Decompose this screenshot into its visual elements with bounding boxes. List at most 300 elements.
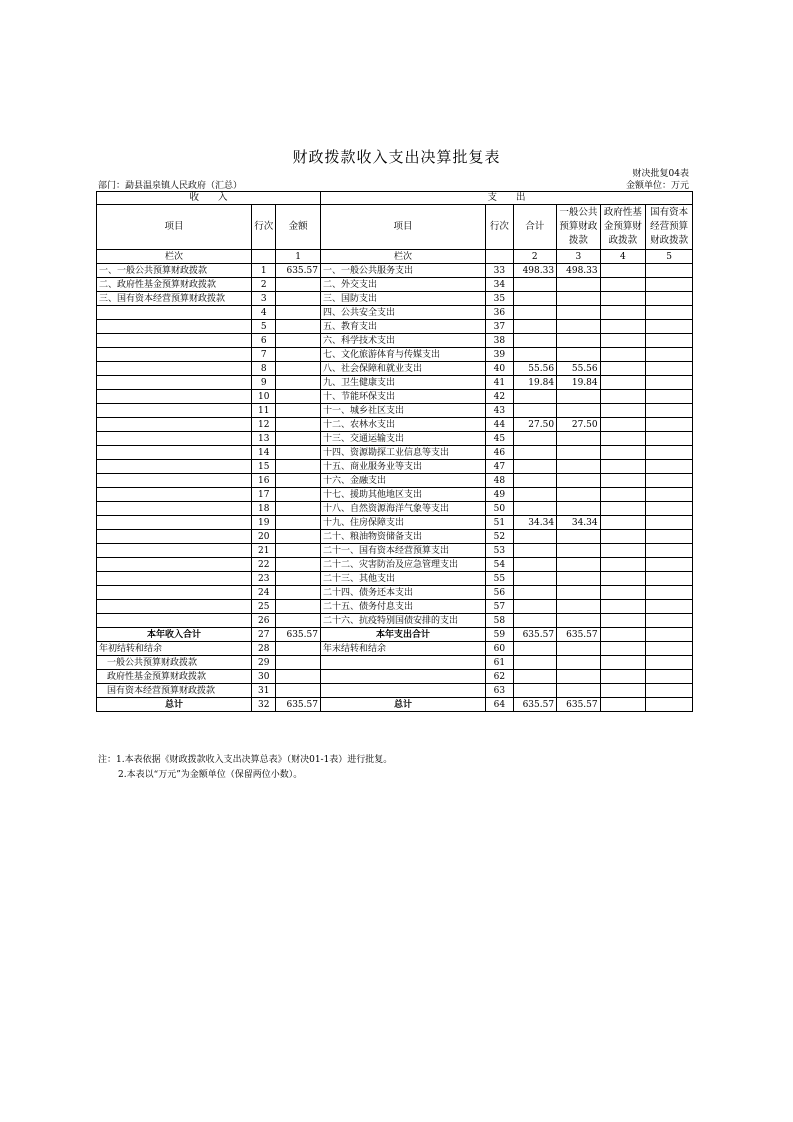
cell-out-item: 二十三、其他支出	[320, 572, 485, 586]
general-budget-header: 一般公共预算财政拨款	[557, 205, 601, 250]
cell-out-no: 49	[486, 488, 513, 502]
cell-in-amt	[276, 656, 321, 670]
table-row	[97, 628, 693, 642]
cell-fund	[600, 572, 646, 586]
cell-cap	[646, 418, 693, 432]
cell-total	[513, 404, 557, 418]
cell-out-no: 61	[486, 656, 513, 670]
gov-fund-header: 政府性基金预算财政拨款	[600, 205, 646, 250]
cell-total	[513, 684, 557, 698]
cell-in-amt	[276, 530, 321, 544]
cell-in-no: 11	[252, 404, 276, 418]
cell-fund	[600, 670, 646, 684]
cell-cap	[646, 698, 693, 712]
cell-in-no: 18	[252, 502, 276, 516]
cell-out-no: 47	[486, 460, 513, 474]
cell-gen	[557, 684, 601, 698]
cell-fund	[600, 320, 646, 334]
cell-cap	[646, 656, 693, 670]
cell-out-item: 十二、农林水支出	[320, 418, 485, 432]
col-index-3: 3	[557, 250, 601, 264]
cell-in-amt	[276, 334, 321, 348]
cell-fund	[600, 614, 646, 628]
cell-out-item: 五、教育支出	[320, 320, 485, 334]
cell-fund	[600, 530, 646, 544]
cell-in-item	[97, 460, 252, 474]
income-row-no-header: 行次	[252, 205, 276, 250]
cell-total	[513, 348, 557, 362]
cell-cap	[646, 614, 693, 628]
cell-in-no: 9	[252, 376, 276, 390]
cell-out-no: 38	[486, 334, 513, 348]
cell-cap	[646, 376, 693, 390]
cell-in-amt	[276, 586, 321, 600]
table-row	[97, 558, 693, 572]
cell-gen	[557, 432, 601, 446]
cell-total	[513, 670, 557, 684]
cell-cap	[646, 348, 693, 362]
cell-total	[513, 278, 557, 292]
cell-total	[513, 306, 557, 320]
cell-out-item: 年末结转和结余	[320, 642, 485, 656]
table-row	[97, 670, 693, 684]
cell-in-amt	[276, 488, 321, 502]
cell-total	[513, 460, 557, 474]
cell-total	[513, 656, 557, 670]
cell-in-amt	[276, 572, 321, 586]
cell-cap	[646, 460, 693, 474]
cell-out-item: 六、科学技术支出	[320, 334, 485, 348]
cell-fund	[600, 698, 646, 712]
table-row	[97, 684, 693, 698]
cell-out-no: 56	[486, 586, 513, 600]
cell-out-no: 39	[486, 348, 513, 362]
cell-in-no: 5	[252, 320, 276, 334]
cell-out-item: 一、一般公共服务支出	[320, 264, 485, 278]
cell-in-item	[97, 474, 252, 488]
cell-gen	[557, 614, 601, 628]
col-index-2: 2	[513, 250, 557, 264]
cell-fund	[600, 264, 646, 278]
cell-in-item	[97, 600, 252, 614]
cell-cap	[646, 572, 693, 586]
cell-gen	[557, 530, 601, 544]
cell-out-no: 34	[486, 278, 513, 292]
notes	[98, 753, 392, 783]
cell-in-item	[97, 348, 252, 362]
cell-total	[513, 572, 557, 586]
table-row	[97, 502, 693, 516]
table-row	[97, 656, 693, 670]
cell-out-item: 二十四、债务还本支出	[320, 586, 485, 600]
cell-out-item: 十六、金融支出	[320, 474, 485, 488]
cell-total	[513, 320, 557, 334]
cell-fund	[600, 418, 646, 432]
cell-in-item: 年初结转和结余	[97, 642, 252, 656]
cell-fund	[600, 334, 646, 348]
cell-gen: 55.56	[557, 362, 601, 376]
cell-out-no: 42	[486, 390, 513, 404]
cell-cap	[646, 320, 693, 334]
cell-out-no: 62	[486, 670, 513, 684]
cell-in-amt	[276, 544, 321, 558]
cell-out-no: 60	[486, 642, 513, 656]
cell-in-item	[97, 432, 252, 446]
cell-in-amt	[276, 418, 321, 432]
table-row	[97, 278, 693, 292]
table-row	[97, 460, 693, 474]
cell-out-item: 二十、粮油物资储备支出	[320, 530, 485, 544]
cell-out-item: 十八、自然资源海洋气象等支出	[320, 502, 485, 516]
cell-total	[513, 446, 557, 460]
cell-total	[513, 544, 557, 558]
cell-in-amt	[276, 446, 321, 460]
cell-total: 34.34	[513, 516, 557, 530]
cell-in-item	[97, 418, 252, 432]
table-row	[97, 586, 693, 600]
cell-out-item: 二十二、灾害防治及应急管理支出	[320, 558, 485, 572]
cell-total: 635.57	[513, 698, 557, 712]
table-row	[97, 600, 693, 614]
cell-out-item: 十五、商业服务业等支出	[320, 460, 485, 474]
cell-cap	[646, 278, 693, 292]
department-label: 部门：勐县温泉镇人民政府（汇总）	[98, 181, 243, 191]
note-2: 2.本表以“万元”为金额单位（保留两位小数）。	[118, 770, 303, 780]
cell-in-no: 22	[252, 558, 276, 572]
cell-in-amt	[276, 278, 321, 292]
cell-cap	[646, 530, 693, 544]
cell-cap	[646, 292, 693, 306]
cell-out-item: 二十五、债务付息支出	[320, 600, 485, 614]
cell-gen	[557, 670, 601, 684]
table-row	[97, 432, 693, 446]
cell-out-no: 58	[486, 614, 513, 628]
cell-in-no: 32	[252, 698, 276, 712]
table-row	[97, 348, 693, 362]
cell-out-item: 十三、交通运输支出	[320, 432, 485, 446]
cell-out-no: 46	[486, 446, 513, 460]
cell-gen	[557, 390, 601, 404]
cell-in-item	[97, 404, 252, 418]
cell-in-amt	[276, 320, 321, 334]
cell-cap	[646, 362, 693, 376]
income-header: 收 入	[97, 192, 321, 205]
cell-in-item	[97, 446, 252, 460]
cell-cap	[646, 446, 693, 460]
cell-in-no: 19	[252, 516, 276, 530]
cell-cap	[646, 502, 693, 516]
cell-gen	[557, 488, 601, 502]
cell-in-no: 16	[252, 474, 276, 488]
cell-in-no: 24	[252, 586, 276, 600]
cell-in-item: 三、国有资本经营预算财政拨款	[97, 292, 252, 306]
cell-total	[513, 432, 557, 446]
cell-fund	[600, 656, 646, 670]
cell-gen	[557, 306, 601, 320]
cell-out-item: 本年支出合计	[320, 628, 485, 642]
cell-out-item	[320, 656, 485, 670]
cell-total	[513, 502, 557, 516]
cell-total: 27.50	[513, 418, 557, 432]
cell-out-item: 四、公共安全支出	[320, 306, 485, 320]
table-code: 财决批复04表	[632, 169, 689, 179]
table-row	[97, 572, 693, 586]
cell-in-item	[97, 502, 252, 516]
cell-in-amt	[276, 432, 321, 446]
cell-cap	[646, 264, 693, 278]
budget-table	[96, 191, 693, 712]
cell-in-no: 6	[252, 334, 276, 348]
cell-in-amt	[276, 306, 321, 320]
cell-fund	[600, 390, 646, 404]
cell-gen	[557, 558, 601, 572]
cell-fund	[600, 516, 646, 530]
table-row	[97, 334, 693, 348]
cell-in-amt	[276, 348, 321, 362]
cell-in-no: 26	[252, 614, 276, 628]
income-item-header: 项目	[97, 205, 252, 250]
cell-total	[513, 390, 557, 404]
cell-gen	[557, 642, 601, 656]
cell-in-item: 一般公共预算财政拨款	[97, 656, 252, 670]
cell-out-no: 53	[486, 544, 513, 558]
cell-in-amt: 635.57	[276, 264, 321, 278]
table-row	[97, 292, 693, 306]
expense-row-no-header: 行次	[486, 205, 513, 250]
cell-out-no: 59	[486, 628, 513, 642]
table-row	[97, 544, 693, 558]
cell-out-no: 54	[486, 558, 513, 572]
cell-out-no: 43	[486, 404, 513, 418]
cell-in-amt	[276, 684, 321, 698]
cell-in-item	[97, 362, 252, 376]
cell-cap	[646, 474, 693, 488]
cell-in-no: 3	[252, 292, 276, 306]
cell-in-no: 20	[252, 530, 276, 544]
cell-in-amt	[276, 404, 321, 418]
cell-gen: 635.57	[557, 628, 601, 642]
cell-out-no: 44	[486, 418, 513, 432]
cell-in-amt	[276, 670, 321, 684]
cell-out-no: 64	[486, 698, 513, 712]
table-row	[97, 376, 693, 390]
cell-in-no: 13	[252, 432, 276, 446]
table-row	[97, 390, 693, 404]
cell-cap	[646, 488, 693, 502]
cell-total: 19.84	[513, 376, 557, 390]
col-index-label-2: 栏次	[320, 250, 485, 264]
cell-out-item: 三、国防支出	[320, 292, 485, 306]
cell-gen	[557, 572, 601, 586]
cell-gen	[557, 544, 601, 558]
cell-in-no: 2	[252, 278, 276, 292]
cell-in-no: 12	[252, 418, 276, 432]
table-row	[97, 614, 693, 628]
total-header: 合计	[513, 205, 557, 250]
col-index-4: 4	[600, 250, 646, 264]
table-row	[97, 446, 693, 460]
cell-fund	[600, 348, 646, 362]
cell-total	[513, 488, 557, 502]
income-amount-header: 金额	[276, 205, 321, 250]
cell-gen	[557, 446, 601, 460]
cell-gen: 19.84	[557, 376, 601, 390]
cell-cap	[646, 404, 693, 418]
cell-in-amt	[276, 390, 321, 404]
table-row	[97, 530, 693, 544]
cell-cap	[646, 334, 693, 348]
cell-in-no: 30	[252, 670, 276, 684]
cell-in-item	[97, 516, 252, 530]
cell-fund	[600, 278, 646, 292]
cell-cap	[646, 670, 693, 684]
cell-in-no: 7	[252, 348, 276, 362]
state-capital-header: 国有资本经营预算财政拨款	[646, 205, 693, 250]
cell-in-no: 15	[252, 460, 276, 474]
cell-cap	[646, 390, 693, 404]
cell-in-item	[97, 572, 252, 586]
cell-in-no: 28	[252, 642, 276, 656]
cell-gen	[557, 278, 601, 292]
cell-total	[513, 558, 557, 572]
table-row	[97, 698, 693, 712]
cell-in-no: 4	[252, 306, 276, 320]
table-row	[97, 642, 693, 656]
cell-in-item	[97, 376, 252, 390]
cell-in-amt: 635.57	[276, 628, 321, 642]
cell-gen: 34.34	[557, 516, 601, 530]
cell-gen	[557, 656, 601, 670]
cell-fund	[600, 502, 646, 516]
cell-out-item: 二十六、抗疫特别国债安排的支出	[320, 614, 485, 628]
cell-out-item: 七、文化旅游体育与传媒支出	[320, 348, 485, 362]
note-1: 注：1.本表依据《财政拨款收入支出决算总表》（财决01-1表）进行批复。	[98, 755, 393, 765]
cell-in-amt	[276, 474, 321, 488]
cell-out-no: 37	[486, 320, 513, 334]
cell-gen	[557, 292, 601, 306]
cell-gen	[557, 404, 601, 418]
cell-in-amt	[276, 614, 321, 628]
cell-gen	[557, 502, 601, 516]
cell-gen	[557, 320, 601, 334]
cell-in-item: 政府性基金预算财政拨款	[97, 670, 252, 684]
col-index-5: 5	[646, 250, 693, 264]
cell-out-no: 57	[486, 600, 513, 614]
cell-in-amt	[276, 516, 321, 530]
cell-fund	[600, 446, 646, 460]
cell-fund	[600, 684, 646, 698]
table-row	[97, 404, 693, 418]
cell-in-no: 21	[252, 544, 276, 558]
cell-in-amt	[276, 558, 321, 572]
cell-out-item: 十、节能环保支出	[320, 390, 485, 404]
cell-in-no: 17	[252, 488, 276, 502]
cell-out-no: 33	[486, 264, 513, 278]
cell-fund	[600, 306, 646, 320]
cell-in-amt	[276, 362, 321, 376]
cell-in-item: 二、政府性基金预算财政拨款	[97, 278, 252, 292]
cell-fund	[600, 292, 646, 306]
cell-in-item	[97, 334, 252, 348]
cell-cap	[646, 306, 693, 320]
cell-out-no: 63	[486, 684, 513, 698]
cell-in-no: 27	[252, 628, 276, 642]
table-row	[97, 306, 693, 320]
cell-in-item	[97, 614, 252, 628]
cell-in-item: 本年收入合计	[97, 628, 252, 642]
cell-out-item	[320, 684, 485, 698]
cell-fund	[600, 628, 646, 642]
cell-in-amt	[276, 460, 321, 474]
cell-total	[513, 530, 557, 544]
cell-fund	[600, 586, 646, 600]
cell-fund	[600, 362, 646, 376]
cell-fund	[600, 558, 646, 572]
cell-in-amt	[276, 292, 321, 306]
table-row	[97, 320, 693, 334]
cell-in-item	[97, 530, 252, 544]
cell-total: 498.33	[513, 264, 557, 278]
cell-in-item	[97, 586, 252, 600]
cell-in-amt	[276, 376, 321, 390]
expense-item-header: 项目	[320, 205, 485, 250]
table-row	[97, 516, 693, 530]
cell-out-item: 二、外交支出	[320, 278, 485, 292]
cell-total	[513, 600, 557, 614]
cell-in-no: 14	[252, 446, 276, 460]
cell-in-item	[97, 390, 252, 404]
cell-gen	[557, 348, 601, 362]
cell-in-item	[97, 544, 252, 558]
cell-out-item: 十九、住房保障支出	[320, 516, 485, 530]
cell-out-item: 二十一、国有资本经营预算支出	[320, 544, 485, 558]
cell-in-item	[97, 320, 252, 334]
cell-in-item: 一、一般公共预算财政拨款	[97, 264, 252, 278]
cell-fund	[600, 600, 646, 614]
cell-in-no: 8	[252, 362, 276, 376]
cell-in-item	[97, 306, 252, 320]
cell-cap	[646, 642, 693, 656]
cell-gen	[557, 460, 601, 474]
page-title: 财政拨款收入支出决算批复表	[292, 148, 501, 166]
cell-fund	[600, 488, 646, 502]
cell-cap	[646, 628, 693, 642]
cell-out-no: 50	[486, 502, 513, 516]
table-row	[97, 474, 693, 488]
cell-cap	[646, 684, 693, 698]
cell-fund	[600, 432, 646, 446]
cell-in-amt	[276, 502, 321, 516]
cell-cap	[646, 558, 693, 572]
cell-total	[513, 614, 557, 628]
cell-out-item: 八、社会保障和就业支出	[320, 362, 485, 376]
cell-cap	[646, 600, 693, 614]
cell-total	[513, 642, 557, 656]
cell-out-item: 总计	[320, 698, 485, 712]
cell-total	[513, 334, 557, 348]
cell-cap	[646, 544, 693, 558]
expense-header: 支 出	[320, 192, 692, 205]
cell-fund	[600, 642, 646, 656]
cell-fund	[600, 544, 646, 558]
col-index-1: 1	[276, 250, 321, 264]
cell-fund	[600, 474, 646, 488]
cell-cap	[646, 516, 693, 530]
table-row	[97, 362, 693, 376]
table-row	[97, 488, 693, 502]
cell-fund	[600, 460, 646, 474]
cell-out-no: 55	[486, 572, 513, 586]
